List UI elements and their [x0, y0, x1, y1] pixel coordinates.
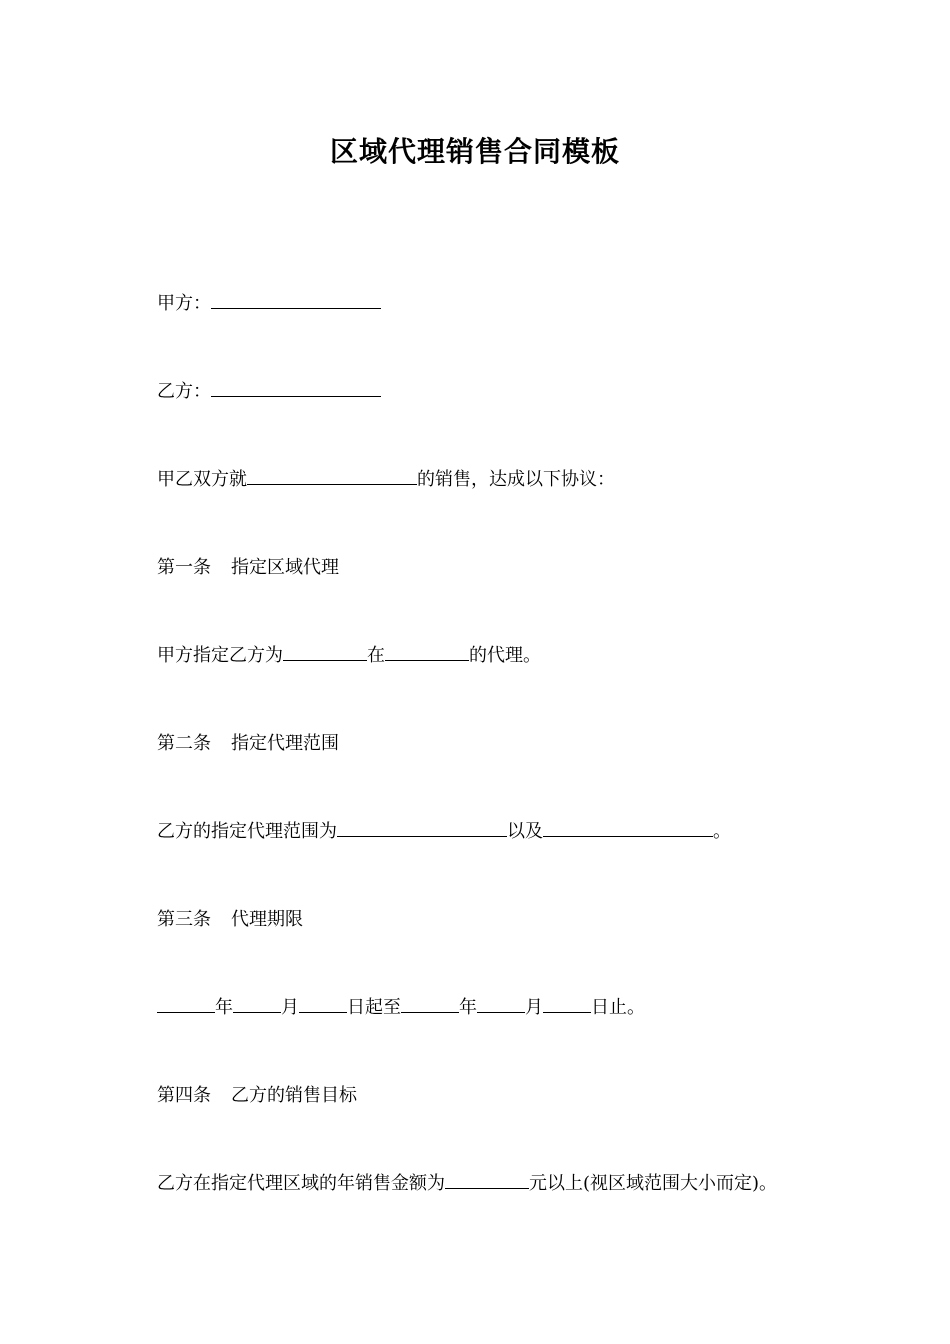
end-month-blank: [477, 996, 525, 1013]
intro-suffix: 的销售，达成以下协议：: [417, 469, 615, 490]
intro-line: [157, 468, 615, 492]
article-1-title: 指定区域代理: [231, 557, 339, 578]
party-a-line: [157, 292, 381, 316]
scope-blank-2: [543, 820, 713, 837]
article-1-heading: [157, 556, 339, 580]
start-year-blank: [157, 996, 215, 1013]
article-3-number: 第三条: [157, 909, 211, 930]
article-3-heading: [157, 908, 303, 932]
article-2-text-a: 乙方的指定代理范围为: [157, 821, 337, 842]
scope-blank-1: [337, 820, 507, 837]
party-b-line: [157, 380, 381, 404]
article-2-text-c: 。: [713, 821, 731, 842]
article-3-period: [157, 996, 645, 1020]
start-month-blank: [233, 996, 281, 1013]
article-2-number: 第二条: [157, 733, 211, 754]
article-3-title: 代理期限: [231, 909, 303, 930]
party-b-label: 乙方：: [157, 381, 211, 402]
party-a-blank: [211, 292, 381, 309]
party-b-blank: [211, 380, 381, 397]
article-1-number: 第一条: [157, 557, 211, 578]
article-1-text: [157, 644, 541, 668]
agent-name-blank: [283, 644, 367, 661]
product-blank: [247, 468, 417, 485]
end-day-blank: [543, 996, 591, 1013]
period-year-2: 年: [459, 997, 477, 1018]
intro-prefix: 甲乙双方就: [157, 469, 247, 490]
period-year-1: 年: [215, 997, 233, 1018]
article-4-text: [157, 1172, 777, 1196]
article-2-heading: [157, 732, 339, 756]
article-1-text-a: 甲方指定乙方为: [157, 645, 283, 666]
article-2-text: [157, 820, 731, 844]
article-2-title: 指定代理范围: [231, 733, 339, 754]
sales-amount-blank: [445, 1172, 529, 1189]
article-4-title: 乙方的销售目标: [231, 1085, 357, 1106]
period-month-1: 月: [281, 997, 299, 1018]
article-1-text-b: 在: [367, 645, 385, 666]
party-a-label: 甲方：: [157, 293, 211, 314]
article-1-text-c: 的代理。: [469, 645, 541, 666]
period-day-1: 日起至: [347, 997, 401, 1018]
region-blank: [385, 644, 469, 661]
article-4-text-b: 元以上(视区域范围大小而定)。: [529, 1173, 778, 1194]
period-month-2: 月: [525, 997, 543, 1018]
start-day-blank: [299, 996, 347, 1013]
article-4-number: 第四条: [157, 1085, 211, 1106]
article-2-text-b: 以及: [507, 821, 543, 842]
period-day-2: 日止。: [591, 997, 645, 1018]
document-title: 区域代理销售合同模板: [329, 135, 620, 168]
end-year-blank: [401, 996, 459, 1013]
article-4-heading: [157, 1084, 357, 1108]
article-4-text-a: 乙方在指定代理区域的年销售金额为: [157, 1173, 445, 1194]
